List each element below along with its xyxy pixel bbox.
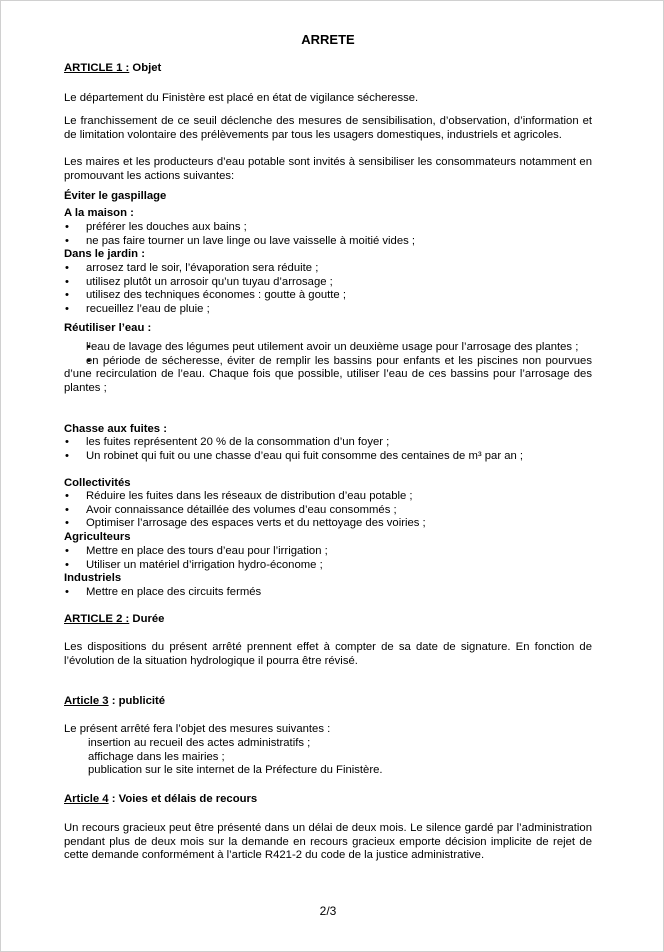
article-2-label: ARTICLE 2 : xyxy=(64,613,130,625)
reutiliser-list xyxy=(64,341,592,395)
article-1-title: Objet xyxy=(132,62,162,74)
maison-list xyxy=(64,221,592,248)
article-2-title: Durée xyxy=(132,613,165,625)
list-item: insertion au recueil des actes administratifs ; xyxy=(88,737,311,749)
list-item: • utilisez des techniques économes : goutte à goutte ; xyxy=(64,289,592,303)
list-item: • préférer les douches aux bains ; xyxy=(64,221,592,235)
article-1-paragraph-3: Les maires et les producteurs d’eau potable sont invités à sensibiliser les consommateurs notamment en promouvant les actions suivantes: xyxy=(64,156,592,182)
list-item: • ne pas faire tourner un lave linge ou lave vaisselle à moitié vides ; xyxy=(64,235,592,249)
article-2-paragraph: Les dispositions du présent arrêté prennent effet à compter de sa date de signature. En fonction de l’évolution de la situation hydrologique il pourra être révisé. xyxy=(64,641,592,667)
list-item: • en période de sécheresse, éviter de remplir les bassins pour enfants et les piscines non pourvues d’une recirculation de l’eau. Chaque fois que possible, utiliser l’eau de ces bassins pour l’arrosage des plantes ; xyxy=(64,355,592,396)
chasse-heading: Chasse aux fuites : xyxy=(64,423,167,435)
list-item: • Avoir connaissance détaillée des volumes d’eau consommés ; xyxy=(64,504,592,518)
article-4-title: : Voies et délais de recours xyxy=(111,793,258,805)
list-item: • Réduire les fuites dans les réseaux de distribution d’eau potable ; xyxy=(64,490,592,504)
publicity-list xyxy=(64,737,616,778)
list-item: • recueillez l’eau de pluie ; xyxy=(64,303,592,317)
maison-heading: A la maison : xyxy=(64,207,134,219)
article-4-label: Article 4 xyxy=(64,793,109,805)
agriculteurs-heading: Agriculteurs xyxy=(64,531,131,543)
list-item: • arrosez tard le soir, l’évaporation sera réduite ; xyxy=(64,262,592,276)
chasse-list xyxy=(64,436,592,463)
reutiliser-heading: Réutiliser l’eau : xyxy=(64,322,152,334)
collectivites-heading: Collectivités xyxy=(64,477,131,489)
industriels-heading: Industriels xyxy=(64,572,122,584)
article-3-paragraph: Le présent arrêté fera l’objet des mesures suivantes : xyxy=(64,723,331,735)
article-1-heading xyxy=(64,62,592,76)
list-item: • Optimiser l’arrosage des espaces verts et du nettoyage des voiries ; xyxy=(64,517,592,531)
list-item: • utilisez plutôt un arrosoir qu’un tuyau d’arrosage ; xyxy=(64,276,592,290)
list-item: • Un robinet qui fuit ou une chasse d’eau qui fuit consomme des centaines de m³ par an ; xyxy=(64,450,592,464)
article-4-paragraph: Un recours gracieux peut être présenté dans un délai de deux mois. Le silence gardé par l’administration pendant plus de deux mois sur la demande en recours gracieux emporte décision implicite de rejet de cette demande conformément à l’article R421-2 du code de la justice administrative. xyxy=(64,822,592,862)
list-item: • les fuites représentent 20 % de la consommation d’un foyer ; xyxy=(64,436,592,450)
agriculteurs-list xyxy=(64,545,592,572)
list-item: • Mettre en place des circuits fermés xyxy=(64,586,592,600)
jardin-list xyxy=(64,262,592,316)
article-3-label: Article 3 xyxy=(64,695,109,707)
industriels-list xyxy=(64,586,592,600)
article-1-label: ARTICLE 1 : xyxy=(64,62,130,74)
list-item: • Utiliser un matériel d’irrigation hydro-économe ; xyxy=(64,559,592,573)
eviter-heading: Éviter le gaspillage xyxy=(64,190,167,202)
article-2-heading xyxy=(64,613,592,627)
article-1-paragraph-1: Le département du Finistère est placé en état de vigilance sécheresse. xyxy=(64,92,419,104)
list-item: • Mettre en place des tours d’eau pour l’irrigation ; xyxy=(64,545,592,559)
article-1-paragraph-2: Le franchissement de ce seuil déclenche des mesures de sensibilisation, d’observation, d’information et de limitation volontaire des prélèvements par tous les usagers domestiques, industriels et agricoles. xyxy=(64,115,592,141)
collectivites-list xyxy=(64,490,592,531)
article-3-heading xyxy=(64,695,592,709)
article-3-title: : publicité xyxy=(111,695,166,707)
list-item: publication sur le site internet de la Préfecture du Finistère. xyxy=(88,764,383,777)
list-item: affichage dans les mairies ; xyxy=(88,750,225,763)
jardin-heading: Dans le jardin : xyxy=(64,248,145,260)
list-item: • l’eau de lavage des légumes peut utilement avoir un deuxième usage pour l’arrosage des plantes ; xyxy=(64,341,592,355)
document-title: ARRETE xyxy=(301,32,355,47)
article-4-heading xyxy=(64,793,592,807)
page-number: 2/3 xyxy=(319,904,337,918)
